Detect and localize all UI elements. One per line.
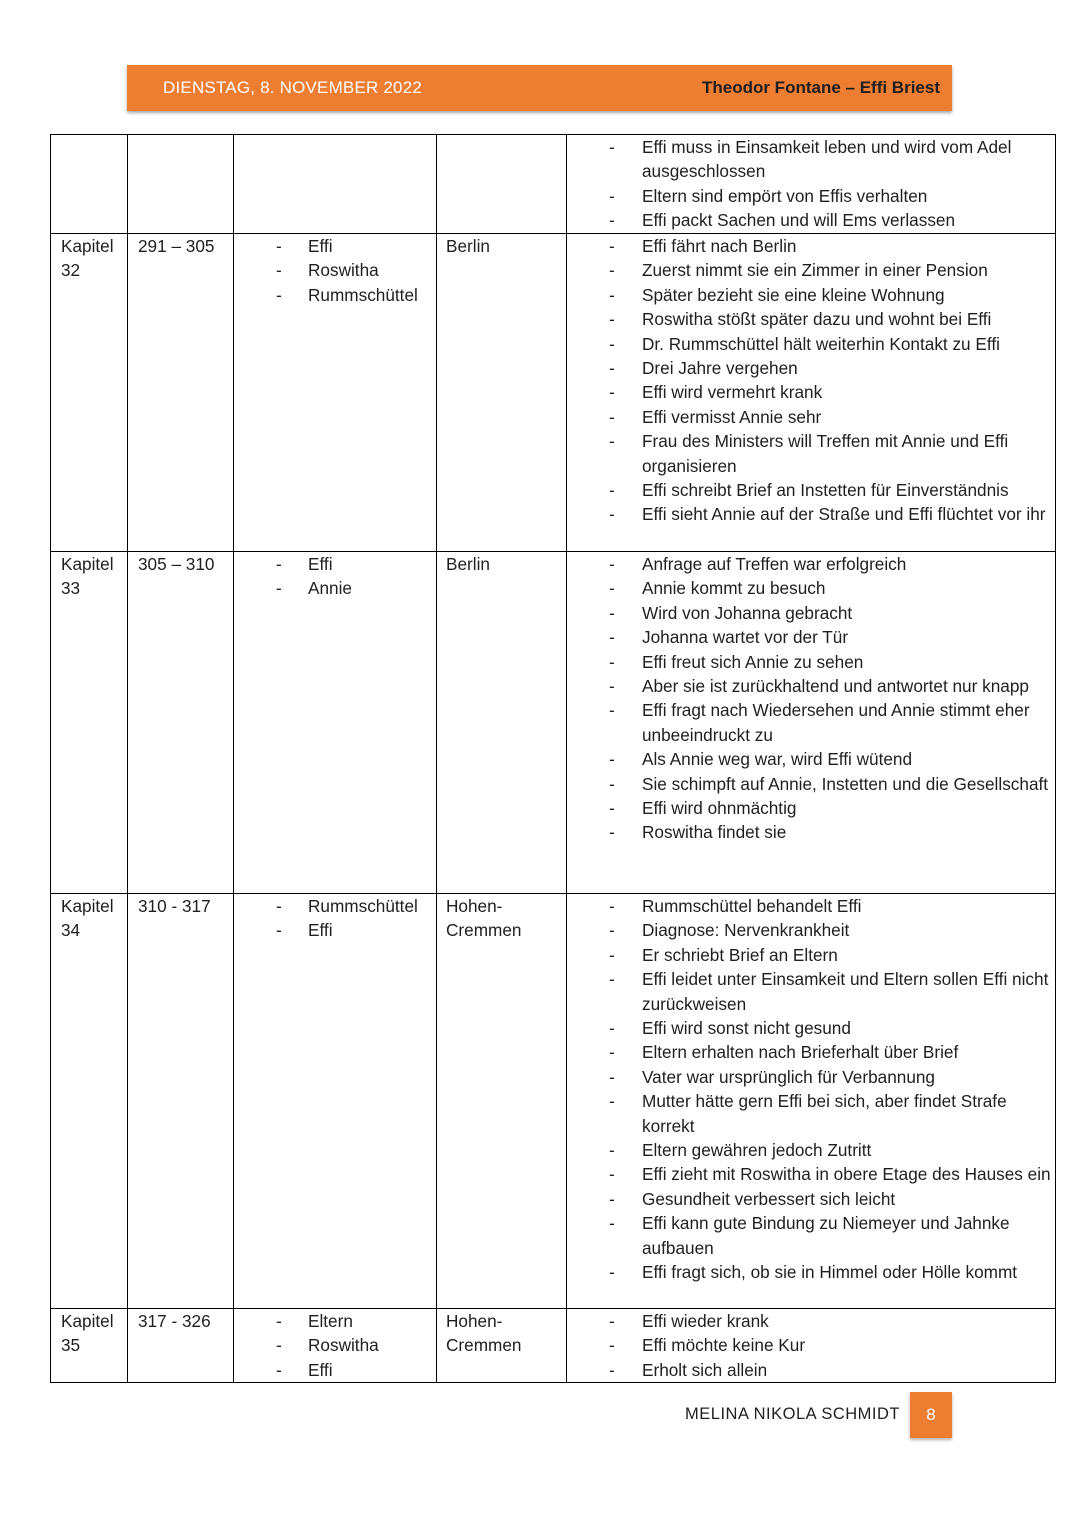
table-row (51, 234, 1056, 552)
list-item: - Effi zieht mit Roswitha in obere Etage des Hauses ein (567, 1162, 1055, 1186)
characters-cell (234, 1309, 437, 1383)
list-item: - Roswitha (234, 258, 436, 282)
list-item: - Effi freut sich Annie zu sehen (567, 650, 1055, 674)
list-item: - Effi leidet unter Einsamkeit und Eltern sollen Effi nicht zurückweisen (567, 967, 1055, 1016)
list-item: - Eltern erhalten nach Brieferhalt über Brief (567, 1040, 1055, 1064)
list-item: - Eltern gewähren jedoch Zutritt (567, 1138, 1055, 1162)
list-item: - Anfrage auf Treffen war erfolgreich (567, 552, 1055, 576)
list-item: - Dr. Rummschüttel hält weiterhin Kontakt zu Effi (567, 332, 1055, 356)
list-item: - Annie (234, 576, 436, 600)
chapter-cell: Kapitel 32 (51, 234, 128, 552)
list-item: - Effi (234, 918, 436, 942)
list-item: - Effi fragt nach Wiedersehen und Annie stimmt eher unbeeindruckt zu (567, 698, 1055, 747)
list-item: - Rummschüttel (234, 283, 436, 307)
list-item: - Effi packt Sachen und will Ems verlassen (567, 208, 1055, 232)
list-item: - Mutter hätte gern Effi bei sich, aber findet Strafe korrekt (567, 1089, 1055, 1138)
table-row (51, 1309, 1056, 1383)
list-item: - Frau des Ministers will Treffen mit Annie und Effi organisieren (567, 429, 1055, 478)
list-item: - Roswitha (234, 1333, 436, 1357)
list-item: - Effi (234, 234, 436, 258)
list-item: - Roswitha stößt später dazu und wohnt bei Effi (567, 307, 1055, 331)
header-title: Theodor Fontane – Effi Briest (701, 78, 940, 97)
events-cell (567, 234, 1056, 552)
list-item: - Zuerst nimmt sie ein Zimmer in einer Pension (567, 258, 1055, 282)
list-item: - Effi wird sonst nicht gesund (567, 1016, 1055, 1040)
list-item: - Roswitha findet sie (567, 820, 1055, 844)
list-item: - Drei Jahre vergehen (567, 356, 1055, 380)
pages-cell: 310 - 317 (128, 894, 234, 1309)
events-cell (567, 894, 1056, 1309)
characters-cell (234, 234, 437, 552)
list-item: - Effi (234, 552, 436, 576)
characters-cell (234, 552, 437, 894)
list-item: - Rummschüttel (234, 894, 436, 918)
place-cell (437, 135, 567, 234)
list-item: - Annie kommt zu besuch (567, 576, 1055, 600)
list-item: - Effi muss in Einsamkeit leben und wird vom Adel ausgeschlossen (567, 135, 1055, 184)
events-cell (567, 552, 1056, 894)
list-item: - Gesundheit verbessert sich leicht (567, 1187, 1055, 1211)
place-cell: Berlin (437, 552, 567, 894)
list-item: - Erholt sich allein (567, 1358, 1055, 1382)
list-item: - Effi fragt sich, ob sie in Himmel oder Hölle kommt (567, 1260, 1055, 1284)
place-cell: Hohen-Cremmen (437, 1309, 567, 1383)
characters-cell (234, 894, 437, 1309)
list-item: - Aber sie ist zurückhaltend und antwortet nur knapp (567, 674, 1055, 698)
list-item: - Er schriebt Brief an Eltern (567, 943, 1055, 967)
list-item: - Eltern sind empört von Effis verhalten (567, 184, 1055, 208)
list-item: - Wird von Johanna gebracht (567, 601, 1055, 625)
pages-cell (128, 135, 234, 234)
table-row (51, 552, 1056, 894)
footer-author: MELINA NIKOLA SCHMIDT (685, 1405, 900, 1423)
table-row (51, 135, 1056, 234)
list-item: - Später bezieht sie eine kleine Wohnung (567, 283, 1055, 307)
list-item: - Effi wieder krank (567, 1309, 1055, 1333)
list-item: - Effi fährt nach Berlin (567, 234, 1055, 258)
list-item: - Effi möchte keine Kur (567, 1333, 1055, 1357)
list-item: - Effi vermisst Annie sehr (567, 405, 1055, 429)
chapter-table (50, 134, 1056, 1383)
pages-cell: 291 – 305 (128, 234, 234, 552)
events-cell (567, 135, 1056, 234)
list-item: - Sie schimpft auf Annie, Instetten und die Gesellschaft (567, 772, 1055, 796)
list-item: - Effi wird ohnmächtig (567, 796, 1055, 820)
list-item: - Effi (234, 1358, 436, 1382)
chapter-cell (51, 135, 128, 234)
table-row (51, 894, 1056, 1309)
list-item: - Als Annie weg war, wird Effi wütend (567, 747, 1055, 771)
place-cell: Berlin (437, 234, 567, 552)
chapter-cell: Kapitel 33 (51, 552, 128, 894)
chapter-cell: Kapitel 34 (51, 894, 128, 1309)
list-item: - Vater war ursprünglich für Verbannung (567, 1065, 1055, 1089)
events-cell (567, 1309, 1056, 1383)
chapter-cell: Kapitel 35 (51, 1309, 128, 1383)
list-item: - Effi wird vermehrt krank (567, 380, 1055, 404)
page-number (910, 1392, 952, 1438)
list-item: - Effi sieht Annie auf der Straße und Effi flüchtet vor ihr (567, 502, 1055, 526)
list-item: - Effi kann gute Bindung zu Niemeyer und Jahnke aufbauen (567, 1211, 1055, 1260)
list-item: - Effi schreibt Brief an Instetten für Einverständnis (567, 478, 1055, 502)
list-item: - Diagnose: Nervenkrankheit (567, 918, 1055, 942)
pages-cell: 305 – 310 (128, 552, 234, 894)
page-number-text: 8 (926, 1405, 936, 1424)
place-cell: Hohen-Cremmen (437, 894, 567, 1309)
page-header (127, 65, 952, 111)
list-item: - Eltern (234, 1309, 436, 1333)
list-item: - Rummschüttel behandelt Effi (567, 894, 1055, 918)
characters-cell (234, 135, 437, 234)
pages-cell: 317 - 326 (128, 1309, 234, 1383)
list-item: - Johanna wartet vor der Tür (567, 625, 1055, 649)
header-date: DIENSTAG, 8. NOVEMBER 2022 (163, 78, 423, 97)
